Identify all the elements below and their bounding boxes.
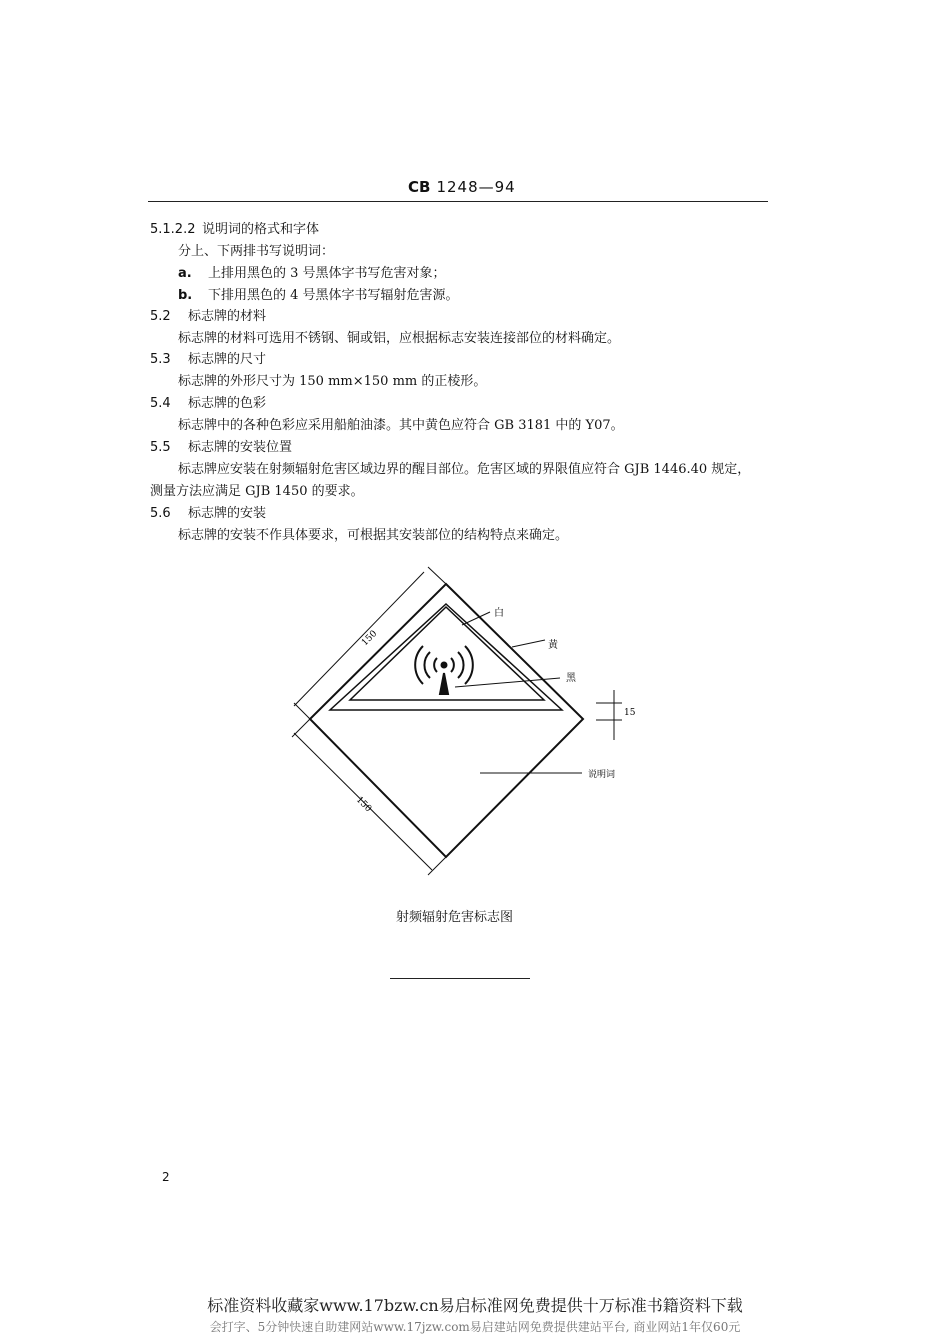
end-rule: [390, 978, 530, 979]
section-5-6: 5.6 标志牌的安装: [150, 506, 267, 521]
section-5-2: 5.2 标志牌的材料: [150, 309, 267, 324]
radiation-antenna-icon: [415, 646, 473, 694]
paragraph: 分上、下两排书写说明词：: [178, 244, 335, 259]
footer-line-2: 会打字、5分钟快速自助建网站www.17jzw.com易启建站网免费提供建站平台, 商业网站1年仅60元: [209, 1320, 741, 1334]
paragraph: 标志牌的外形尺寸为 150 mm×150 mm 的正棱形。: [178, 374, 487, 389]
list-item-b: b. 下排用黑色的 4 号黑体字书写辐射危害源。: [178, 288, 459, 303]
dim-ext-bottom: [428, 857, 446, 875]
sign-outer-diamond: [310, 584, 583, 857]
label-white: 白: [494, 608, 504, 619]
list-item-a: a. 上排用黑色的 3 号黑体字书写危害对象；: [178, 266, 446, 281]
label-text-area: 说明词: [588, 770, 616, 780]
dim-ext-top: [428, 567, 446, 584]
figure-caption: 射频辐射危害标志图: [396, 910, 514, 925]
dimension-line-top: [294, 572, 424, 706]
dimension-right: 15: [624, 708, 636, 718]
section-5-5: 5.5 标志牌的安装位置: [150, 440, 293, 455]
dim-ext-left-lower: [292, 719, 310, 737]
section-5-3: 5.3 标志牌的尺寸: [150, 352, 267, 367]
header-code: CB: [408, 178, 431, 196]
leader-yellow: [512, 640, 545, 647]
paragraph-continuation: 测量方法应满足 GJB 1450 的要求。: [150, 484, 364, 499]
leader-black: [455, 678, 560, 687]
paragraph: 标志牌中的各种色彩应采用船舶油漆。其中黄色应符合 GB 3181 中的 Y07。: [178, 418, 624, 433]
header-number: 1248—94: [436, 178, 516, 196]
section-5-1-2-2: 5.1.2.2 说明词的格式和字体: [150, 222, 320, 237]
page-number: 2: [162, 1170, 170, 1184]
dim-ext-left: [294, 703, 310, 719]
dimension-top: 150: [360, 628, 380, 649]
paragraph: 标志牌的安装不作具体要求，可根据其安装部位的结构特点来确定。: [178, 528, 569, 543]
label-yellow: 黄: [548, 640, 558, 651]
paragraph: 标志牌应安装在射频辐射危害区域边界的醒目部位。危害区域的界限值应符合 GJB 1446.40 规定，: [178, 462, 751, 477]
label-black: 黑: [566, 673, 576, 684]
paragraph: 标志牌的材料可选用不锈钢、铜或铝，应根据标志安装连接部位的材料确定。: [178, 331, 621, 346]
footer-line-1: 标准资料收藏家www.17bzw.cn易启标准网免费提供十万标准书籍资料下载: [207, 1296, 743, 1315]
section-5-4: 5.4 标志牌的色彩: [150, 396, 267, 411]
dimension-bottom: 150: [353, 795, 374, 815]
